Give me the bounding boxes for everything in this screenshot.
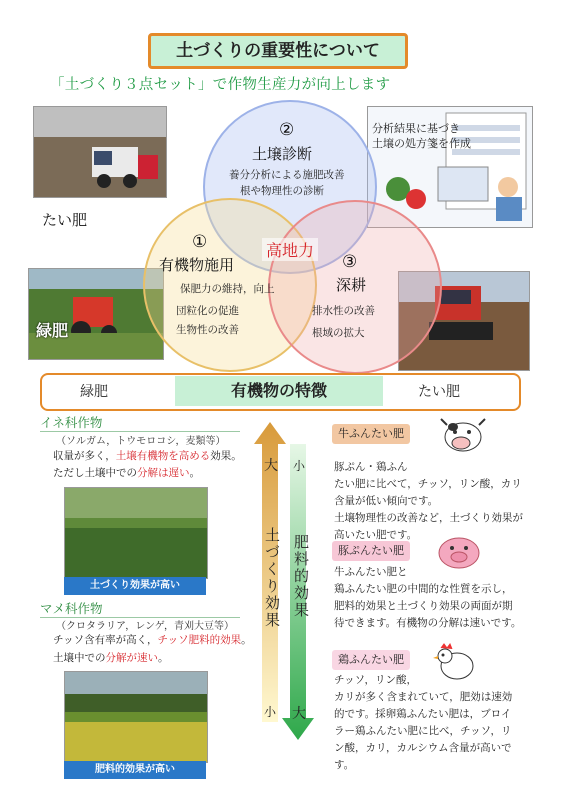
organic-line3: 生物性の改善 bbox=[176, 324, 239, 336]
grass-line2 bbox=[53, 465, 200, 482]
pig-line-3: 肥料的効果と土づくり効果の両面が期 bbox=[334, 600, 513, 612]
cow-line-5: 高いたい肥です。 bbox=[334, 529, 418, 541]
grass-examples: （ソルガム，トウモロコシ，麦類等） bbox=[56, 436, 226, 447]
legume-heading: マメ科作物 bbox=[40, 599, 240, 618]
grass-line1-b: 土壌有機物を高める bbox=[115, 450, 211, 462]
pig-text bbox=[334, 564, 544, 632]
grass-line2-b: 分解は遅い bbox=[137, 467, 190, 479]
chicken-text bbox=[334, 672, 544, 774]
band-left-label: 緑肥 bbox=[80, 384, 108, 400]
soil-diagnosis-line1: 養分分析による施肥改善 bbox=[229, 169, 345, 181]
diagnosis-caption-2: 土壌の処方箋を作成 bbox=[372, 137, 471, 150]
deep-tillage-line1: 排水性の改善 bbox=[312, 305, 375, 317]
chicken-line-4: ラー鶏ふんたい肥に比べ，チッソ，リ bbox=[334, 725, 512, 737]
organic-line1: 保肥力の維持，向上 bbox=[180, 283, 275, 295]
page-subtitle: 「土づくり３点セット」で作物生産力が向上します bbox=[50, 77, 391, 93]
cow-line-2: たい肥に比べて，チッソ，リン酸，カリ bbox=[334, 478, 522, 490]
chicken-line-3: 的です。採卵鶏ふんたい肥は，ブロイ bbox=[334, 708, 512, 720]
fertilizer-effect-top: 小 bbox=[293, 459, 306, 473]
cow-icon bbox=[433, 413, 489, 455]
pig-line-2: 鶏ふんたい肥の中間的な性質を示し， bbox=[334, 583, 513, 595]
organic-line2: 団粒化の促進 bbox=[176, 305, 239, 317]
soil-effect-label: 土づくり効果 bbox=[263, 527, 281, 629]
legume-line1-c: 。 bbox=[241, 634, 252, 646]
green-manure-label: 緑肥 bbox=[36, 321, 69, 340]
compost-label: たい肥 bbox=[42, 211, 88, 229]
legume-line2-a: 土壌中での bbox=[53, 652, 106, 664]
grass-caption: 土づくり効果が高い bbox=[64, 577, 206, 595]
pig-line-4: 待できます。有機物の分解は速いです。 bbox=[334, 617, 522, 629]
band-title: 有機物の特徴 bbox=[175, 376, 383, 406]
deep-tillage-line2: 根域の拡大 bbox=[312, 327, 365, 339]
soil-diagnosis-title: 土壌診断 bbox=[252, 145, 313, 163]
legume-line2-c: 。 bbox=[158, 652, 169, 664]
fertilizer-effect-bottom: 大 bbox=[292, 706, 306, 722]
legume-photo bbox=[64, 671, 208, 763]
grass-line2-c: 。 bbox=[189, 467, 200, 479]
diagnosis-caption-1: 分析結果に基づき bbox=[372, 122, 460, 135]
chicken-line-1: チッソ，リン酸， bbox=[334, 674, 417, 686]
soil-effect-bottom: 小 bbox=[264, 705, 277, 719]
legume-line1 bbox=[53, 632, 252, 649]
cow-compost-tag: 牛ふんたい肥 bbox=[332, 424, 410, 444]
legume-examples: （クロタラリア，レンゲ，青刈大豆等） bbox=[56, 621, 235, 632]
band-right-label: たい肥 bbox=[418, 384, 460, 400]
fertilizer-effect-label: 肥料的効果 bbox=[292, 534, 310, 619]
legume-line2 bbox=[53, 650, 169, 667]
chicken-line-5: ン酸，カリ，カルシウム含量が高いで bbox=[334, 742, 512, 754]
grass-line1-a: 収量が多く， bbox=[53, 450, 116, 462]
grass-line1 bbox=[53, 448, 242, 465]
legume-photo-graphic bbox=[65, 672, 207, 762]
soil-diagnosis-line2: 根や物理性の診断 bbox=[240, 185, 324, 197]
soil-diagnosis-number: ② bbox=[279, 120, 295, 140]
grass-line2-a: ただし土壌中での bbox=[53, 467, 137, 479]
chicken-line-6: す。 bbox=[334, 759, 355, 771]
chicken-line-2: カリが多く含まれていて，肥効は速効 bbox=[334, 691, 513, 703]
legume-line2-b: 分解が速い bbox=[105, 652, 158, 664]
center-label: 高地力 bbox=[262, 238, 318, 261]
chicken-compost-tag: 鶏ふんたい肥 bbox=[332, 650, 410, 670]
cow-text bbox=[334, 459, 544, 544]
cow-line-1: 豚ぷん・鶏ふん bbox=[334, 461, 408, 473]
grass-line1-c: 効果。 bbox=[210, 450, 242, 462]
grass-photo bbox=[64, 487, 208, 579]
legume-line1-a: チッソ含有率が高く， bbox=[53, 634, 158, 646]
legume-line1-b: チッソ肥料的効果 bbox=[157, 634, 242, 646]
cow-line-4: 土壌物理性の改善など，土づくり効果が bbox=[334, 512, 523, 524]
cow-icon-graphic bbox=[433, 413, 489, 455]
soil-effect-top: 大 bbox=[264, 458, 278, 474]
page-title: 土づくりの重要性について bbox=[148, 33, 408, 69]
grass-photo-graphic bbox=[65, 488, 207, 578]
organic-number: ① bbox=[192, 232, 208, 252]
grass-heading: イネ科作物 bbox=[40, 413, 240, 432]
pig-line-1: 牛ふんたい肥と bbox=[334, 566, 408, 578]
effect-arrows bbox=[248, 422, 328, 752]
deep-tillage-title: 深耕 bbox=[336, 276, 367, 294]
pig-compost-tag: 豚ぷんたい肥 bbox=[332, 541, 410, 561]
cow-line-3: 含量が低い傾向です。 bbox=[334, 495, 439, 507]
deep-tillage-number: ③ bbox=[342, 252, 358, 272]
legume-caption: 肥料的効果が高い bbox=[64, 761, 206, 779]
organic-title: 有機物施用 bbox=[159, 256, 235, 274]
